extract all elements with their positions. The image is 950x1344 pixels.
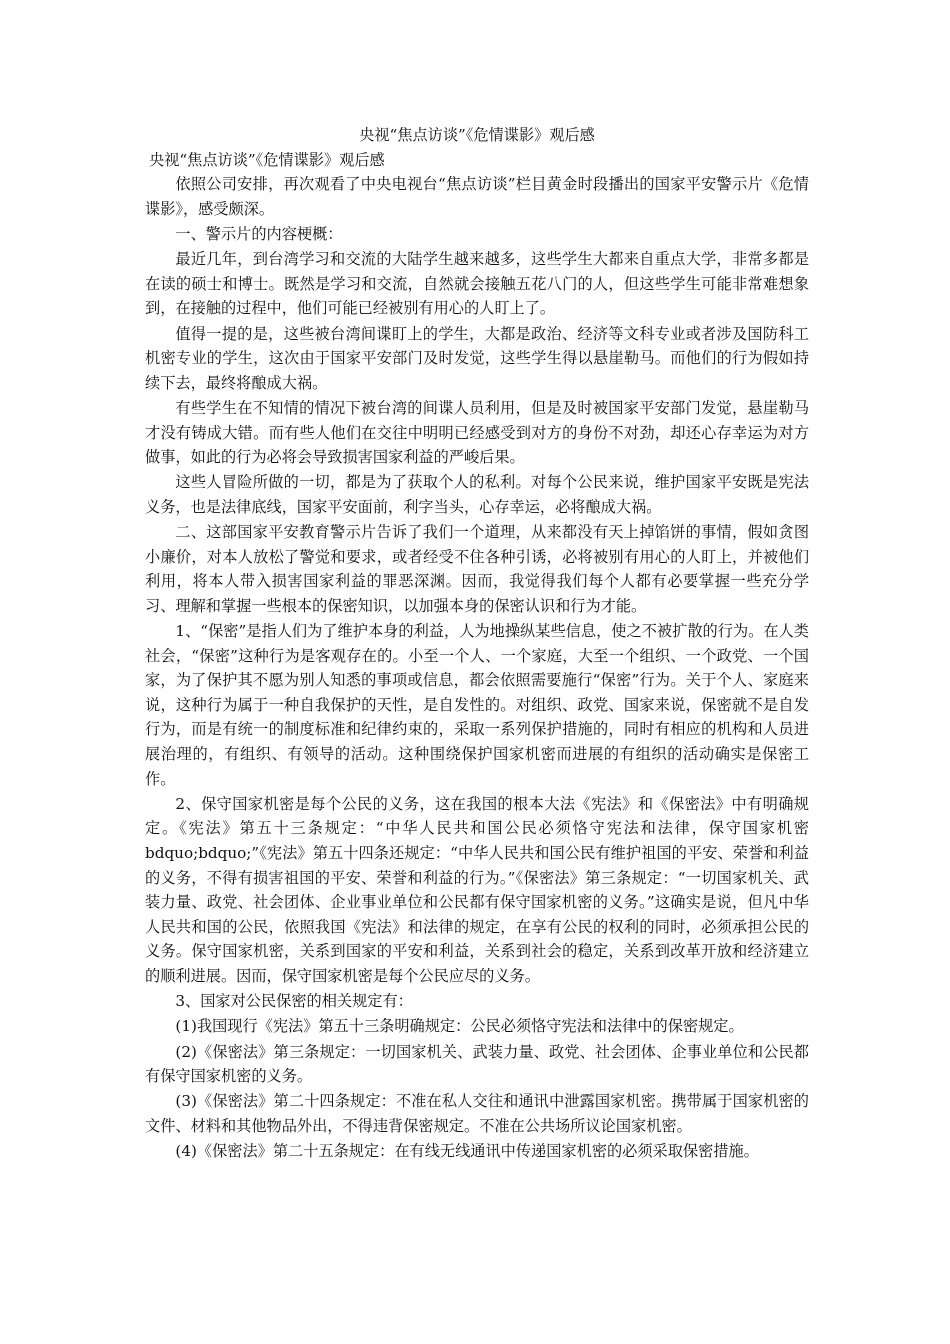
section-heading-summary: 一、警示片的内容梗概： — [175, 224, 343, 243]
list-item-3: (3)《保密法》第二十四条规定：不准在私人交往和通讯中泄露国家机密。携带属于国家机密的文件、材料和其他物品外出，不得违背保密规定。不准在公共场所议论国家机密。 — [145, 1092, 809, 1135]
document-subtitle: 央视“焦点访谈”《危情谍影》观后感 — [149, 150, 385, 169]
list-item-2: (2)《保密法》第三条规定：一切国家机关、武装力量、政党、社会团体、企事业单位和公民都有保守国家机密的义务。 — [145, 1042, 809, 1086]
document-title: 央视“焦点访谈”《危情谍影》观后感 — [359, 126, 595, 144]
paragraph: 值得一提的是，这些被台湾间谍盯上的学生，大都是政治、经济等文科专业或者涉及国防科工机密专业的学生，这次由于国家平安部门及时发觉，这些学生得以悬崖勒马。而他们的行为假如持续下去，最终将酿成大祸。 — [145, 324, 809, 392]
paragraph: 这些人冒险所做的一切，都是为了获取个人的私利。对每个公民来说，维护国家平安既是宪法义务，也是法律底线，国家平安面前，利字当头，心存幸运，必将酿成大祸。 — [145, 473, 809, 516]
paragraph-point-3: 3、国家对公民保密的相关规定有： — [175, 992, 413, 1011]
paragraph-section-two: 二、这部国家平安教育警示片告诉了我们一个道理，从来都没有天上掉馅饼的事情，假如贪图小廉价，对本人放松了警觉和要求，或者经受不住各种引诱，必将被别有用心的人盯上，并被他们利用，将本人带入损害国家利益的罪恶深渊。因而，我觉得我们每个人都有必要掌握一些充分学习、理解和掌握一些根本的保密知识，以加强本身的保密认识和行为才能。 — [145, 523, 809, 615]
paragraph-point-2: 2、保守国家机密是每个公民的义务，这在我国的根本大法《宪法》和《保密法》中有明确规定。《宪法》第五十三条规定：“中华人民共和国公民必须恪守宪法和法律，保守国家机密 bdquo;bdquo;”《宪法》第五十四条还规定：“中华人民共和国公民有维护祖国的平安、荣誉和利益的义务，不得有损害祖国的平安、荣誉和利益的行为。”《保密法》第三条规定：“一切国家机关、武装力量、政党、社会团体、企业事业单位和公民都有保守国家机密的义务。”这确实是说，但凡中华人民共和国的公民，依照我国《宪法》和法律的规定，在享有公民的权利的同时，必须承担公民的义务。保守国家机密，关系到国家的平安和利益，关系到社会的稳定，关系到改革开放和经济建立的顺利进展。因而，保守国家机密是每个公民应尽的义务。 — [145, 794, 809, 985]
document-body — [145, 123, 809, 1164]
list-item-1: (1)我国现行《宪法》第五十三条明确规定：公民必须恪守宪法和法律中的保密规定。 — [175, 1017, 744, 1036]
paragraph: 有些学生在不知情的情况下被台湾的间谍人员利用，但是及时被国家平安部门发觉，悬崖勒马才没有铸成大错。而有些人他们在交往中明明已经感受到对方的身份不对劲，却还心存幸运为对方做事，如此的行为必将会导致损害国家利益的严峻后果。 — [145, 398, 809, 467]
paragraph-intro: 依照公司安排，再次观看了中央电视台“焦点访谈”栏目黄金时段播出的国家平安警示片《危情谍影》，感受颇深。 — [145, 175, 809, 218]
paragraph: 最近几年，到台湾学习和交流的大陆学生越来越多，这些学生大都来自重点大学，非常多都是在读的硕士和博士。既然是学习和交流，自然就会接触五花八门的人，但这些学生可能非常难想象到，在接触的过程中，他们可能已经被别有用心的人盯上了。 — [145, 250, 809, 318]
list-item-4: (4)《保密法》第二十五条规定：在有线无线通讯中传递国家机密的必须采取保密措施。 — [175, 1142, 759, 1161]
paragraph-point-1: 1、“保密”是指人们为了维护本身的利益，人为地操纵某些信息，使之不被扩散的行为。在人类社会，“保密”这种行为是客观存在的。小至一个人、一个家庭，大至一个组织、一个政党、一个国家，为了保护其不愿为别人知悉的事项或信息，都会依照需要施行“保密”行为。关于个人、家庭来说，这种行为属于一种自我保护的天性，是自发性的。对组织、政党、国家来说，保密就不是自发行为，而是有统一的制度标准和纪律约束的，采取一系列保护措施的，同时有相应的机构和人员进展治理的，有组织、有领导的活动。这种围绕保护国家机密而进展的有组织的活动确实是保密工作。 — [145, 622, 809, 788]
